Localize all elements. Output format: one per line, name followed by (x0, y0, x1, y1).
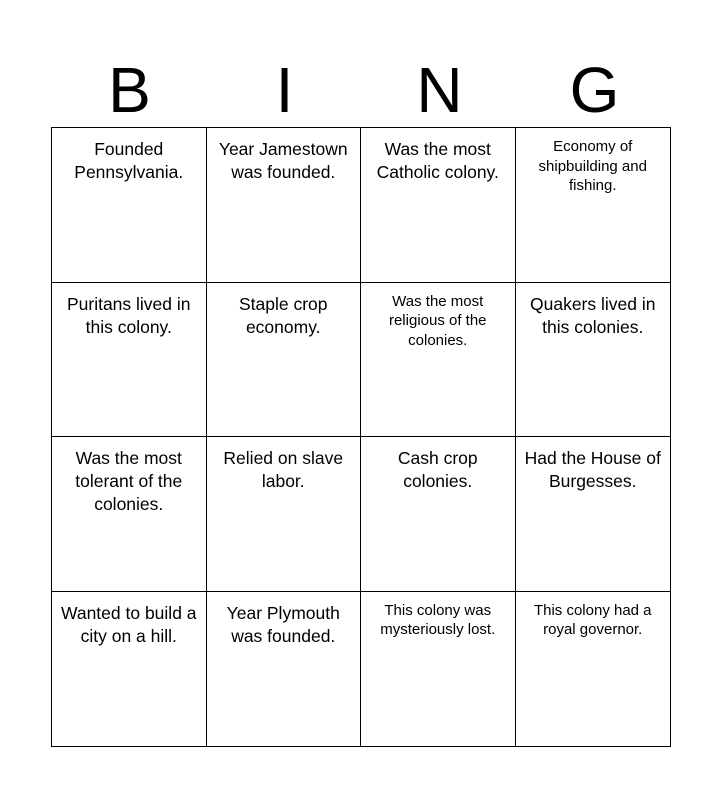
bingo-cell: Founded Pennsylvania. (52, 128, 207, 283)
bingo-cell: Cash crop colonies. (361, 437, 516, 592)
bingo-cell: Puritans lived in this colony. (52, 283, 207, 438)
bingo-cell: This colony was mysteriously lost. (361, 592, 516, 747)
bingo-cell: Was the most Catholic colony. (361, 128, 516, 283)
bingo-cell: Was the most religious of the colonies. (361, 283, 516, 438)
title-letter-n: N (416, 54, 463, 126)
bingo-cell: This colony had a royal governor. (533, 601, 652, 638)
bingo-cell: Staple crop economy. (207, 283, 362, 438)
title-letter-b: B (108, 54, 151, 126)
bingo-cell: Year Jamestown was founded. (207, 128, 362, 283)
bingo-cell: Was the most tolerant of the colonies. (52, 437, 207, 592)
title-letter-i: I (275, 54, 294, 126)
bingo-card-grid (51, 127, 671, 747)
bingo-cell: Economy of shipbuilding and fishing. (516, 128, 671, 283)
title-letter-g: G (569, 54, 620, 126)
bingo-cell: Year Plymouth was founded. (207, 592, 362, 747)
bingo-title (52, 52, 672, 128)
bingo-cell: Wanted to build a city on a hill. (52, 592, 207, 747)
bingo-cell: Had the House of Burgesses. (516, 437, 671, 592)
bingo-cell: Quakers lived in this colonies. (516, 283, 671, 438)
bingo-cell: Relied on slave labor. (207, 437, 362, 592)
